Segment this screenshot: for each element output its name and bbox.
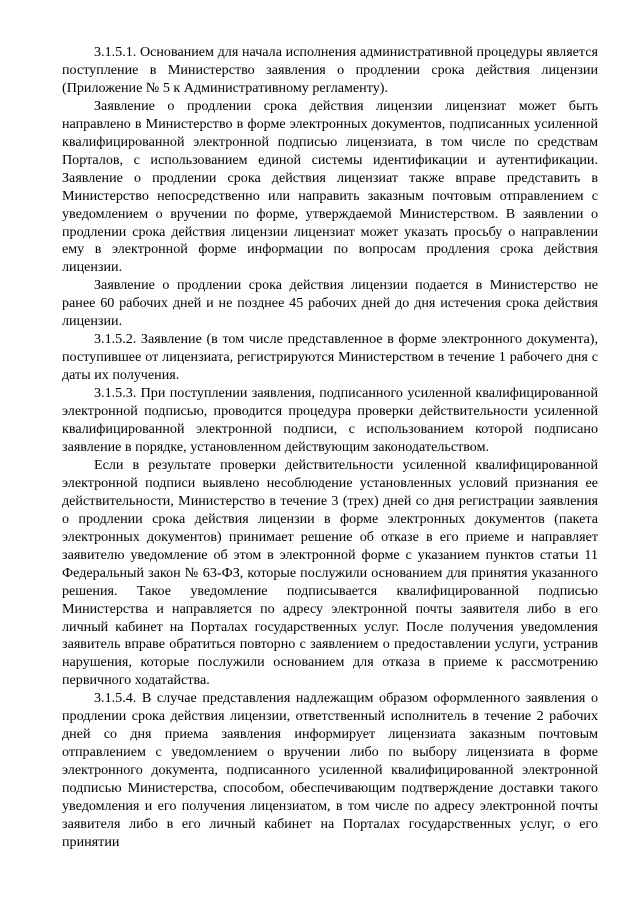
paragraph-3-1-5-4: 3.1.5.4. В случае представления надлежащим образом оформленного заявления о продлении срока действия лицензии, ответственный исполнитель в течение 2 рабочих дней со дня приема заявления информирует лицензиата заказным почтовым отправлением с уведомлением о вручении либо по выбору лицензиата в форме электронного документа, подписанного усиленной квалифицированной электронной подписью Министерства, способом, обеспечивающим подтверждение доставки такого уведомления и его получения лицензиатом, в том числе по адресу электронной почты заявителя либо в его личный кабинет на Порталах государственных услуг, о его принятии — [62, 690, 598, 850]
paragraph-signature-check-result: Если в результате проверки действительности усиленной квалифицированной электронной подписи выявлено несоблюдение установленных условий признания ее действительности, Министерство в течение 3 (трех) дней со дня регистрации заявления о продлении срока действия лицензии в форме электронных документов (пакета электронных документов) принимает решение об отказе в его приеме и направляет заявителю уведомление об этом в электронной форме с указанием пунктов статьи 11 Федеральный закон № 63-ФЗ, которые послужили основанием для принятия указанного решения. Такое уведомление подписывается квалифицированной подписью Министерства и направляется по адресу электронной почты заявителя либо в его личный кабинет на Порталах государственных услуг. После получения уведомления заявитель вправе обратиться повторно с заявлением о предоставлении услуги, устранив нарушения, которые послужили основанием для отказа в приеме к рассмотрению первичного ходатайства. — [62, 456, 598, 689]
document-page — [62, 44, 598, 852]
paragraph-3-1-5-1: 3.1.5.1. Основанием для начала исполнения административной процедуры является поступление в Министерство заявления о продлении срока действия лицензии (Приложение № 5 к Административному регламенту). — [62, 44, 598, 96]
paragraph-submission-deadline: Заявление о продлении срока действия лицензии подается в Министерство не ранее 60 рабочих дней и не позднее 45 рабочих дней до дня истечения срока действия лицензии. — [62, 277, 598, 330]
paragraph-application-submission: Заявление о продлении срока действия лицензии лицензиат может быть направлено в Министерство в форме электронных документов, подписанных усиленной квалифицированной электронной подписью лицензиата, в том числе по средствам Порталов, с использованием единой системы идентификации и аутентификации. Заявление о продлении срока действия лицензиат также вправе представить в Министерство непосредственно или направить заказным почтовым отправлением с уведомлением о вручении по форме, утверждаемой Министерством. В заявлении о продлении срока действия лицензии лицензиат может указать просьбу о направлении ему в электронной форме информации по вопросам продления срока действия лицензии. — [62, 97, 598, 276]
paragraph-3-1-5-3: 3.1.5.3. При поступлении заявления, подписанного усиленной квалифицированной электронной подписью, проводится процедура проверки действительности усиленной квалифицированной электронной подписи, с использованием которой подписано заявление в порядке, установленном действующим законодательством. — [62, 385, 598, 455]
paragraph-3-1-5-2: 3.1.5.2. Заявление (в том числе представленное в форме электронного документа), поступившее от лицензиата, регистрируются Министерством в течение 1 рабочего дня с даты их получения. — [62, 331, 598, 384]
